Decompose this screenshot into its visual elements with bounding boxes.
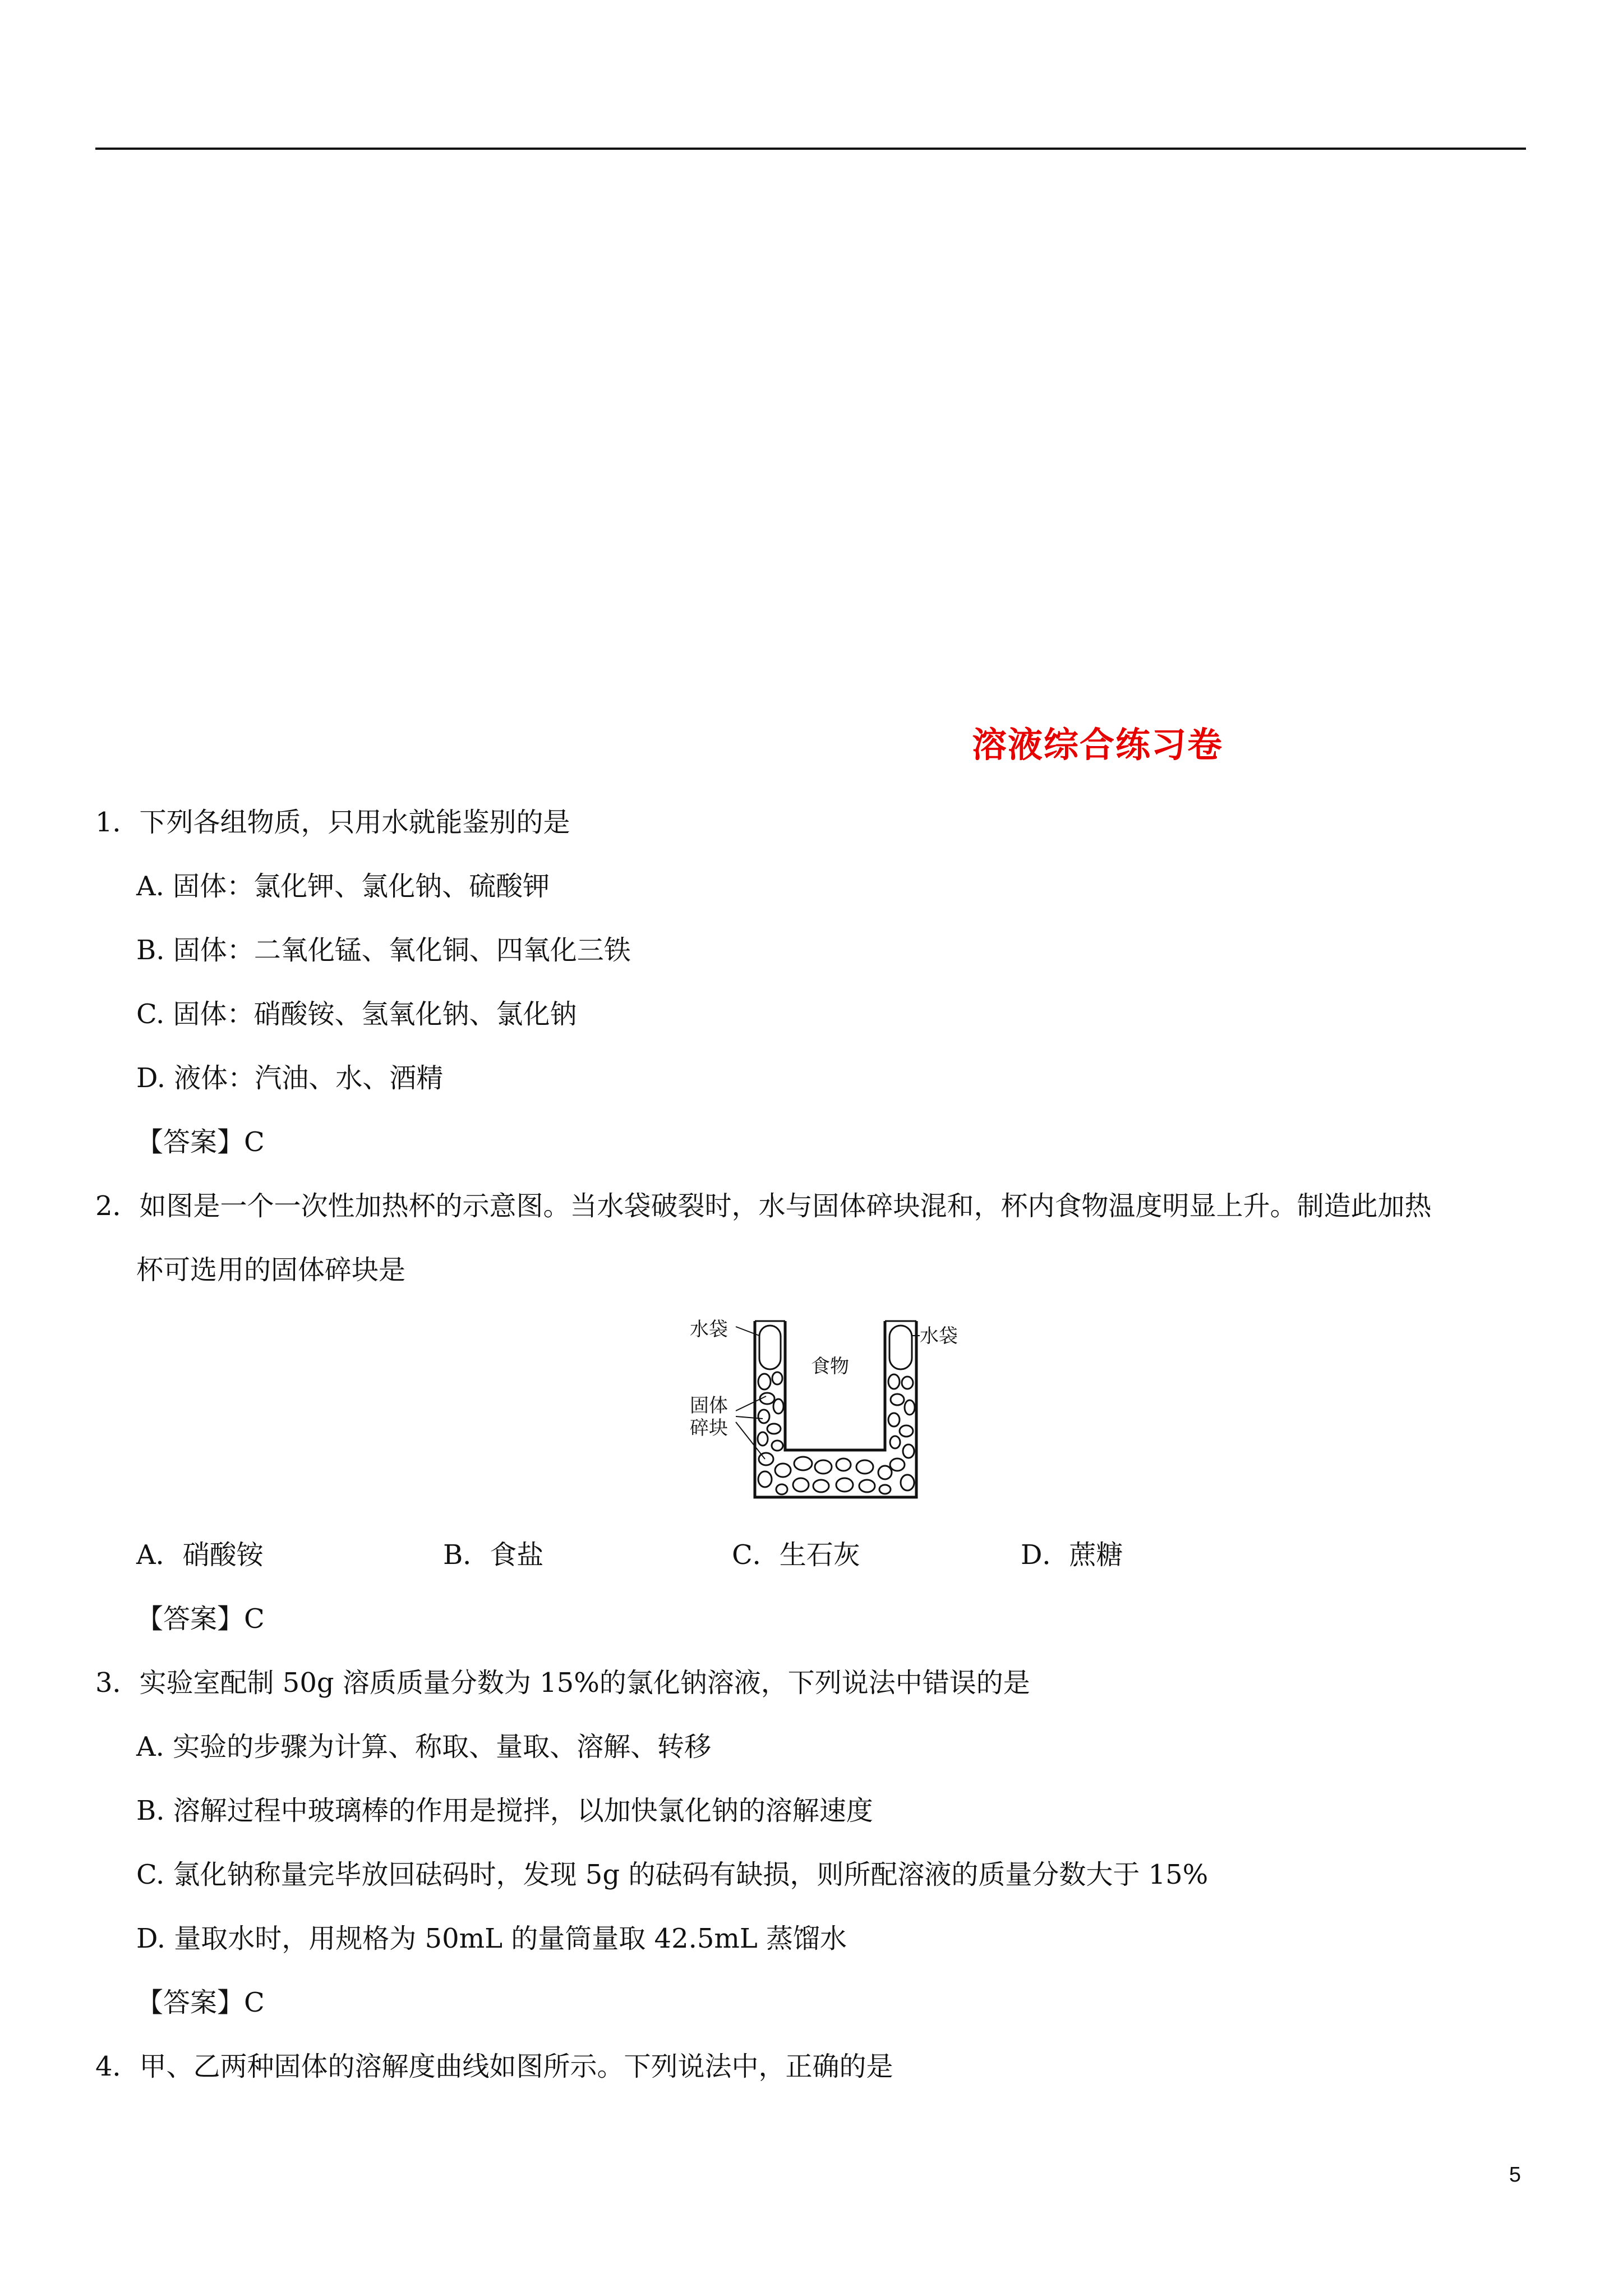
question-3-option-d: D. 量取水时，用规格为 50mL 的量筒量取 42.5mL 蒸馏水 — [136, 1923, 847, 1954]
question-2-option-c: C．生石灰 — [732, 1539, 860, 1571]
heating-cup-diagram — [689, 1304, 958, 1502]
water-bag-right — [889, 1326, 912, 1369]
cup-inner-wall — [785, 1321, 885, 1450]
question-1-option-c: C. 固体：硝酸铵、氢氧化钠、氯化钠 — [136, 999, 577, 1030]
question-3-option-a: A. 实验的步骤为计算、称取、量取、溶解、转移 — [136, 1731, 712, 1763]
question-2-answer: 【答案】C — [136, 1603, 265, 1635]
page-title: 溶液综合练习卷 — [972, 724, 1224, 765]
question-2-option-a: A．硝酸铵 — [136, 1539, 264, 1571]
label-food: 食物 — [811, 1355, 849, 1378]
question-1-stem: 1．下列各组物质，只用水就能鉴别的是 — [95, 807, 570, 838]
question-1-option-b: B. 固体：二氧化锰、氧化铜、四氧化三铁 — [136, 935, 631, 966]
question-2-option-b: B．食盐 — [443, 1539, 544, 1571]
question-2-stem-line2: 杯可选用的固体碎块是 — [136, 1254, 406, 1286]
question-1-option-a: A. 固体：氯化钾、氯化钠、硫酸钾 — [136, 871, 550, 902]
question-3-option-c: C. 氯化钠称量完毕放回砝码时，发现 5g 的砝码有缺损，则所配溶液的质量分数大于 15% — [136, 1859, 1209, 1890]
label-solid-line1: 固体 — [690, 1395, 728, 1417]
question-3-answer: 【答案】C — [136, 1987, 265, 2018]
header-rule — [95, 148, 1526, 150]
leader-solid-1 — [736, 1396, 766, 1411]
question-2-stem-line1: 2．如图是一个一次性加热杯的示意图。当水袋破裂时，水与固体碎块混和，杯内食物温度明显上升。制造此加热 — [95, 1190, 1432, 1222]
question-4-stem: 4．甲、乙两种固体的溶解度曲线如图所示。下列说法中，正确的是 — [95, 2051, 893, 2082]
question-3-stem: 3．实验室配制 50g 溶质质量分数为 15%的氯化钠溶液，下列说法中错误的是 — [95, 1667, 1030, 1699]
label-water-bag-right: 水袋 — [920, 1325, 958, 1347]
question-1-answer: 【答案】C — [136, 1126, 265, 1158]
water-bag-left — [759, 1326, 781, 1369]
solid-pieces — [758, 1372, 915, 1494]
page-number: 5 — [1509, 2163, 1521, 2187]
label-water-bag-left: 水袋 — [690, 1318, 728, 1341]
label-solid-line2: 碎块 — [690, 1417, 728, 1439]
question-1-option-d: D. 液体：汽油、水、酒精 — [136, 1062, 444, 1094]
question-3-option-b: B. 溶解过程中玻璃棒的作用是搅拌，以加快氯化钠的溶解速度 — [136, 1795, 873, 1826]
question-2-option-d: D．蔗糖 — [1021, 1539, 1123, 1571]
